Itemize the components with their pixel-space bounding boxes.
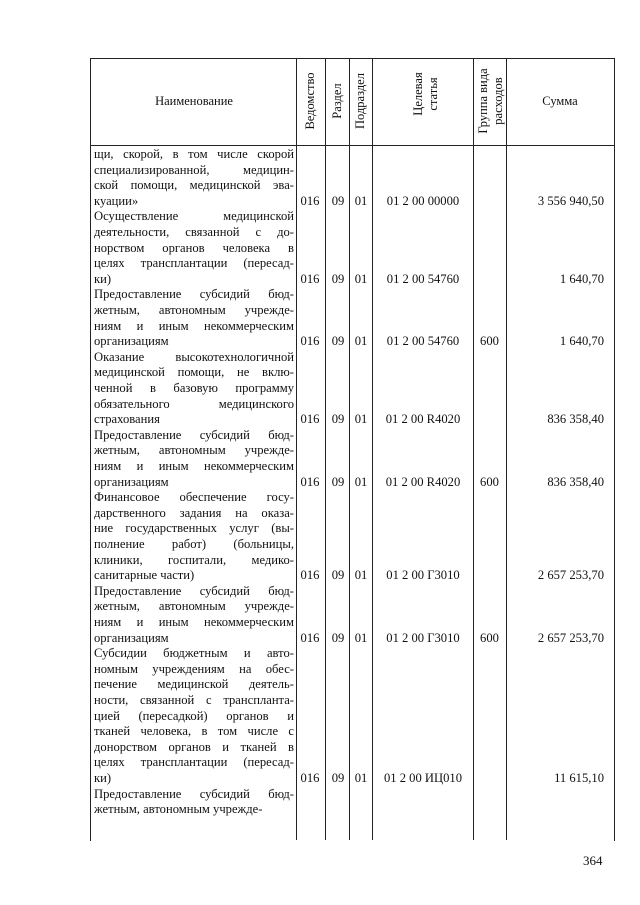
- row-name-line: жетным, автономным учрежде-: [94, 802, 263, 817]
- row-summa: 836 358,40: [547, 474, 604, 489]
- row-podrazdel: 01: [354, 412, 368, 427]
- row-summa: 2 657 253,70: [537, 568, 604, 583]
- row-name: [94, 147, 294, 209]
- row-name-line: ки): [94, 770, 112, 785]
- row-celevaya-statya: 01 2 00 Г3010: [386, 630, 460, 645]
- header-razdel: Раздел: [330, 83, 344, 119]
- row-celevaya-statya: 01 2 00 R4020: [385, 412, 461, 427]
- row-vedomstvo: 016: [300, 412, 320, 427]
- row-name: [94, 646, 294, 786]
- row-razdel: 09: [331, 193, 345, 208]
- row-name-line: страхования: [94, 412, 160, 427]
- header-celevaya-line2: статья: [426, 77, 440, 111]
- header-bottom-rule: [90, 145, 614, 146]
- row-razdel: 09: [331, 474, 345, 489]
- row-name-line: целях трансплантации (пересад-: [94, 256, 294, 271]
- col-divider: [372, 58, 373, 840]
- row-vedomstvo: 016: [300, 568, 320, 583]
- row-summa: 1 640,70: [559, 271, 604, 286]
- row-gruppa-rashodov: 600: [480, 334, 499, 349]
- row-podrazdel: 01: [354, 193, 368, 208]
- page-number: 364: [583, 853, 603, 868]
- row-vedomstvo: 016: [300, 271, 320, 286]
- row-name-line: организациям: [94, 334, 169, 349]
- row-name-line: Предоставление субсидий бюд-: [94, 583, 294, 598]
- row-name: [94, 584, 294, 646]
- row-name-line: целях трансплантации (пересад-: [94, 755, 294, 770]
- header-podrazdel: Подраздел: [353, 73, 367, 129]
- row-name-line: ниям и иным некоммерческим: [94, 458, 294, 473]
- row-name-line: клиники, госпитали, медико-: [94, 552, 294, 567]
- row-podrazdel: 01: [354, 630, 368, 645]
- header-vedomstvo: Ведомство: [303, 72, 317, 130]
- row-celevaya-statya: 01 2 00 54760: [386, 334, 460, 349]
- row-vedomstvo: 016: [300, 193, 320, 208]
- row-vedomstvo: 016: [300, 771, 320, 785]
- col-divider: [296, 58, 297, 840]
- row-name-line: санитарные части): [94, 568, 195, 583]
- row-name-line: обязательного медицинского: [94, 396, 294, 411]
- row-name-line: щи, скорой, в том числе скорой: [94, 147, 294, 161]
- row-podrazdel: 01: [354, 334, 368, 349]
- row-name-line: куации»: [94, 193, 139, 208]
- row-name: [94, 287, 294, 349]
- row-name-line: жетным, автономным учрежде-: [94, 599, 294, 614]
- row-razdel: 09: [331, 271, 345, 286]
- row-celevaya-statya: 01 2 00 R4020: [385, 474, 461, 489]
- row-summa: 11 615,10: [554, 771, 604, 785]
- col-divider: [506, 58, 507, 840]
- row-name-line: ниям и иным некоммерческим: [94, 318, 294, 333]
- row-name-line: организациям: [94, 630, 169, 645]
- row-summa: 2 657 253,70: [537, 630, 604, 645]
- row-razdel: 09: [331, 412, 345, 427]
- row-razdel: 09: [331, 334, 345, 349]
- header-celevaya-line1: Целевая: [411, 72, 425, 116]
- row-name-line: ки): [94, 271, 112, 286]
- row-name-line: Оказание высокотехнологичной: [94, 349, 294, 364]
- row-name-line: организациям: [94, 474, 169, 489]
- row-gruppa-rashodov: 600: [480, 630, 499, 645]
- row-vedomstvo: 016: [300, 474, 320, 489]
- row-name-line: дарственного задания на оказа-: [94, 505, 294, 520]
- row-name-line: ченной в базовую программу: [94, 380, 294, 395]
- row-celevaya-statya: 01 2 00 00000: [386, 193, 460, 208]
- row-name-line: жетным, автономным учрежде-: [94, 302, 294, 317]
- row-name-line: медицинской помощи, не вклю-: [94, 365, 294, 380]
- row-celevaya-statya: 01 2 00 Г3010: [386, 568, 460, 583]
- row-podrazdel: 01: [354, 474, 368, 489]
- header-name: Наименование: [155, 94, 233, 108]
- row-name: [94, 428, 294, 490]
- col-divider: [349, 58, 350, 840]
- row-name-line: Финансовое обеспечение госу-: [94, 490, 294, 505]
- row-name-line: норством органов человека в: [94, 240, 294, 255]
- row-name: [94, 209, 294, 287]
- row-name-line: полнение работ) (больницы,: [94, 536, 294, 551]
- col-divider: [325, 58, 326, 840]
- row-name-line: ской помощи, медицинской эва-: [94, 178, 294, 193]
- row-celevaya-statya: 01 2 00 ИЦ010: [383, 771, 462, 785]
- row-name: [94, 490, 294, 584]
- row-name-line: цией (пересадкой) органов и: [94, 708, 294, 723]
- col-divider: [473, 58, 474, 840]
- row-name-line: ние государственных услуг (вы-: [94, 521, 294, 536]
- row-name-line: Предоставление субсидий бюд-: [94, 287, 294, 302]
- row-name-line: Предоставление субсидий бюд-: [94, 786, 294, 801]
- row-summa: 1 640,70: [559, 334, 604, 349]
- row-summa: 836 358,40: [547, 412, 604, 427]
- header-gruppa-line2: расходов: [491, 77, 505, 125]
- row-name-line: ности, связанной с транспланта-: [94, 692, 294, 707]
- row-name-line: ниям и иным некоммерческим: [94, 614, 294, 629]
- row-vedomstvo: 016: [300, 334, 320, 349]
- row-name-line: Субсидии бюджетным и авто-: [94, 646, 294, 661]
- header-summa: Сумма: [542, 94, 578, 108]
- row-summa: 3 556 940,50: [537, 193, 604, 208]
- row-razdel: 09: [331, 771, 345, 785]
- row-podrazdel: 01: [354, 771, 368, 785]
- row-name-line: донорством органов и тканей в: [94, 739, 294, 754]
- row-razdel: 09: [331, 630, 345, 645]
- row-name-line: номным учреждениям на обес-: [94, 661, 294, 676]
- row-name-line: Предоставление субсидий бюд-: [94, 427, 294, 442]
- row-celevaya-statya: 01 2 00 54760: [386, 271, 460, 286]
- row-gruppa-rashodov: 600: [480, 474, 499, 489]
- row-name-line: тканей человека, в том числе с: [94, 724, 294, 739]
- header-gruppa-line1: Группа вида: [476, 68, 490, 134]
- row-vedomstvo: 016: [300, 630, 320, 645]
- row-name: [94, 787, 294, 818]
- row-name-line: Осуществление медицинской: [94, 209, 294, 224]
- row-name-line: печение медицинской деятель-: [94, 677, 294, 692]
- row-name: [94, 350, 294, 428]
- row-name-line: специализированной, медицин-: [94, 162, 294, 177]
- row-podrazdel: 01: [354, 568, 368, 583]
- row-podrazdel: 01: [354, 271, 368, 286]
- row-name-line: жетным, автономным учрежде-: [94, 443, 294, 458]
- row-razdel: 09: [331, 568, 345, 583]
- row-name-line: деятельности, связанной с до-: [94, 224, 294, 239]
